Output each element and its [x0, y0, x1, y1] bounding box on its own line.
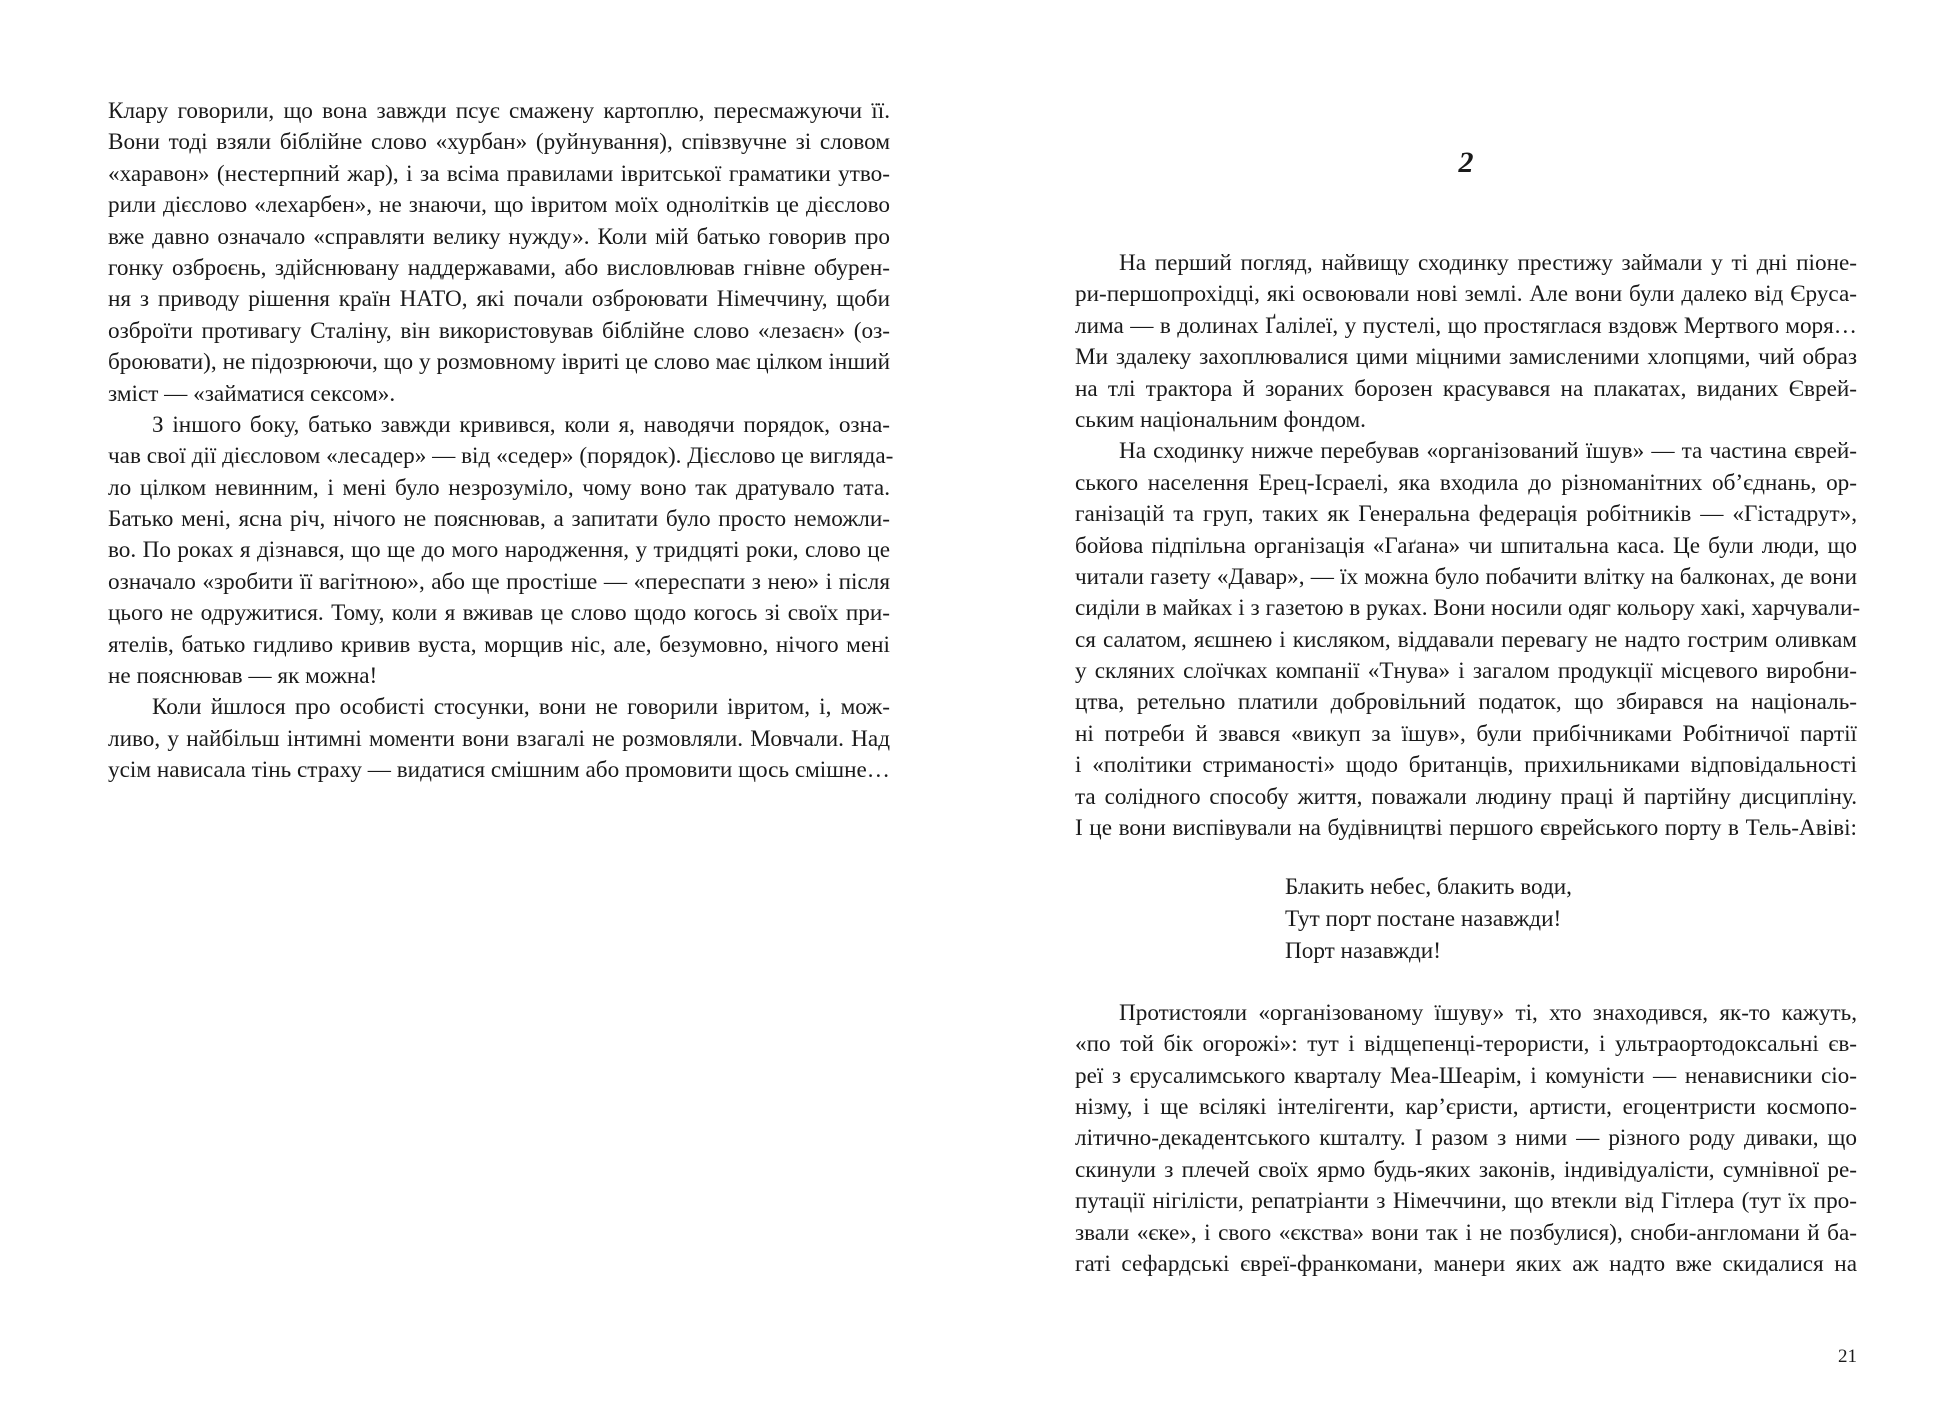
text-line: ся салатом, яєшнею і кисляком, віддавали перевагу не надто гострим оливкам: [1075, 626, 1857, 653]
text-line: ло цілком невинним, і мені було незрозуміло, чому воно так дратувало тата.: [108, 474, 890, 501]
text-line: цтва, ретельно платили добровільний податок, що збирався на національ-: [1075, 689, 1857, 716]
text-line: І це вони виспівували на будівництві першого єврейського порту в Тель-Авіві:: [1075, 815, 1857, 842]
poem-line: Тут порт постане назавжди!: [1285, 906, 1562, 933]
text-line: рили дієслово «лехарбен», не знаючи, що івритом моїх однолітків це дієслово: [108, 192, 890, 219]
text-line: означало «зробити її вагітною», або ще простіше — «переспати з нею» і після: [108, 568, 890, 595]
text-line: звали «єке», і свого «єкства» вони так і не позбулися), сноби-англомани й ба-: [1075, 1219, 1857, 1246]
text-line: цього не одружитися. Тому, коли я вживав це слово щодо когось зі своїх при-: [108, 600, 890, 627]
text-line: зміст — «займатися сексом».: [108, 380, 396, 407]
text-line: Коли йшлося про особисті стосунки, вони не говорили івритом, і, мож-: [152, 694, 890, 721]
poem-line: Блакить небес, блакить води,: [1285, 874, 1572, 901]
text-line: у скляних слоїчках компанії «Тнува» і загалом продукції місцевого виробни-: [1075, 658, 1857, 685]
text-line: «харавон» (нестерпний жар), і за всіма правилами івритської граматики утво-: [108, 160, 890, 187]
text-line: лима — в долинах Ґалілеї, у пустелі, що простяглася вздовж Мертвого моря…: [1075, 312, 1857, 339]
text-line: броювати), не підозрюючи, що у розмовному івриті це слово має цілком інший: [108, 349, 890, 376]
text-line: ня з приводу рішення країн НАТО, які почали озброювати Німеччину, щоби: [108, 286, 890, 313]
text-line: ятелів, батько гидливо кривив вуста, морщив ніс, але, безумовно, нічого мені: [108, 631, 890, 658]
text-line: ським національним фондом.: [1075, 406, 1366, 433]
text-line: реї з єрусалимського кварталу Меа-Шеарім, і комуністи — ненависники сіо-: [1075, 1062, 1857, 1089]
text-line: бойова підпільна організація «Гаґана» чи шпитальна каса. Це були люди, що: [1075, 532, 1857, 559]
text-line: читали газету «Давар», — їх можна було побачити влітку на балконах, де вони: [1075, 563, 1857, 590]
text-line: ського населення Ерец-Ісраелі, яка входила до різноманітних об’єднань, ор-: [1075, 469, 1857, 496]
text-line: Батько мені, ясна річ, нічого не пояснював, а запитати було просто неможли-: [108, 506, 890, 533]
text-line: Ми здалеку захоплювалися цими міцними замисленими хлопцями, чий образ: [1075, 344, 1857, 371]
text-line: скинули з плечей своїх ярмо будь-яких законів, індивідуалісти, сумнівної ре-: [1075, 1156, 1857, 1183]
text-line: Вони тоді взяли біблійне слово «хурбан» (руйнування), співзвучне зі словом: [108, 129, 890, 156]
page-number: 21: [1838, 1346, 1857, 1367]
right-page: [975, 0, 1949, 1418]
text-line: На перший погляд, найвищу сходинку престижу займали у ті дні піоне-: [1119, 250, 1857, 276]
text-line: нізму, і ще всілякі інтелігенти, кар’єристи, артисти, егоцентристи космопо-: [1075, 1093, 1857, 1120]
text-line: гонку озброєнь, здійснювану наддержавами, або висловлював гнівне обурен-: [108, 254, 890, 281]
text-line: Протистояли «організованому їшуву» ті, хто знаходився, як-то кажуть,: [1119, 999, 1857, 1026]
text-line: сиділи в майках і з газетою в руках. Вони носили одяг кольору хакі, харчували-: [1075, 595, 1861, 622]
text-line: не пояснював — як можна!: [108, 663, 378, 690]
text-line: усім нависала тінь страху — видатися смішним або промовити щось смішне…: [108, 757, 890, 784]
text-line: вже давно означало «справляти велику нужду». Коли мій батько говорив про: [108, 223, 890, 250]
poem-block: [1075, 872, 1857, 967]
text-line: літично-декадентського кшталту. І разом з ними — різного роду диваки, що: [1075, 1125, 1857, 1152]
text-line: на тлі трактора й зораних борозен красувався на плакатах, виданих Єврей-: [1075, 375, 1857, 402]
left-page-text: [108, 96, 894, 787]
text-line: Клару говорили, що вона завжди псує смажену картоплю, пересмажуючи її.: [108, 98, 890, 124]
text-line: чав свої дії дієсловом «лесадер» — від «седер» (порядок). Дієслово це вигляда-: [108, 443, 894, 470]
text-line: На сходинку нижче перебував «організований їшув» — та частина єврей-: [1119, 438, 1857, 465]
text-line: гаті сефардські євреї-франкомани, манери яких аж надто вже скидалися на: [1075, 1250, 1857, 1277]
text-line: ри-першопрохідці, які освоювали нові землі. Але вони були далеко від Єруса-: [1075, 281, 1857, 308]
poem-line: Порт назавжди!: [1285, 938, 1441, 965]
text-line: та солідного способу життя, поважали людину праці й партійну дисципліну.: [1075, 783, 1857, 810]
text-line: З іншого боку, батько завжди кривився, коли я, наводячи порядок, озна-: [152, 411, 890, 438]
text-line: і «політики стриманості» щодо британців, прихильниками відповідальності: [1075, 752, 1857, 779]
text-line: путації нігілісти, репатріанти з Німеччини, що втекли від Гітлера (тут їх про-: [1075, 1188, 1857, 1215]
right-page-text: [1075, 96, 1861, 1280]
chapter-number: 2: [1458, 146, 1474, 179]
text-line: ливо, у найбільш інтимні моменти вони взагалі не розмовляли. Мовчали. Над: [108, 725, 890, 752]
text-line: во. По роках я дізнався, що ще до мого народження, у тридцяті роки, слово це: [108, 537, 890, 564]
text-line: озброїти противагу Сталіну, він використовував біблійне слово «лезаєн» (оз-: [108, 317, 890, 344]
text-line: ганізацій та груп, таких як Генеральна федерація робітників — «Гістадрут»,: [1075, 501, 1857, 528]
text-line: «по той бік огорожі»: тут і відщепенці-терористи, і ультраортодоксальні єв-: [1075, 1031, 1857, 1058]
text-line: ні потреби й звався «викуп за їшув», були прибічниками Робітничої партії: [1075, 720, 1857, 747]
